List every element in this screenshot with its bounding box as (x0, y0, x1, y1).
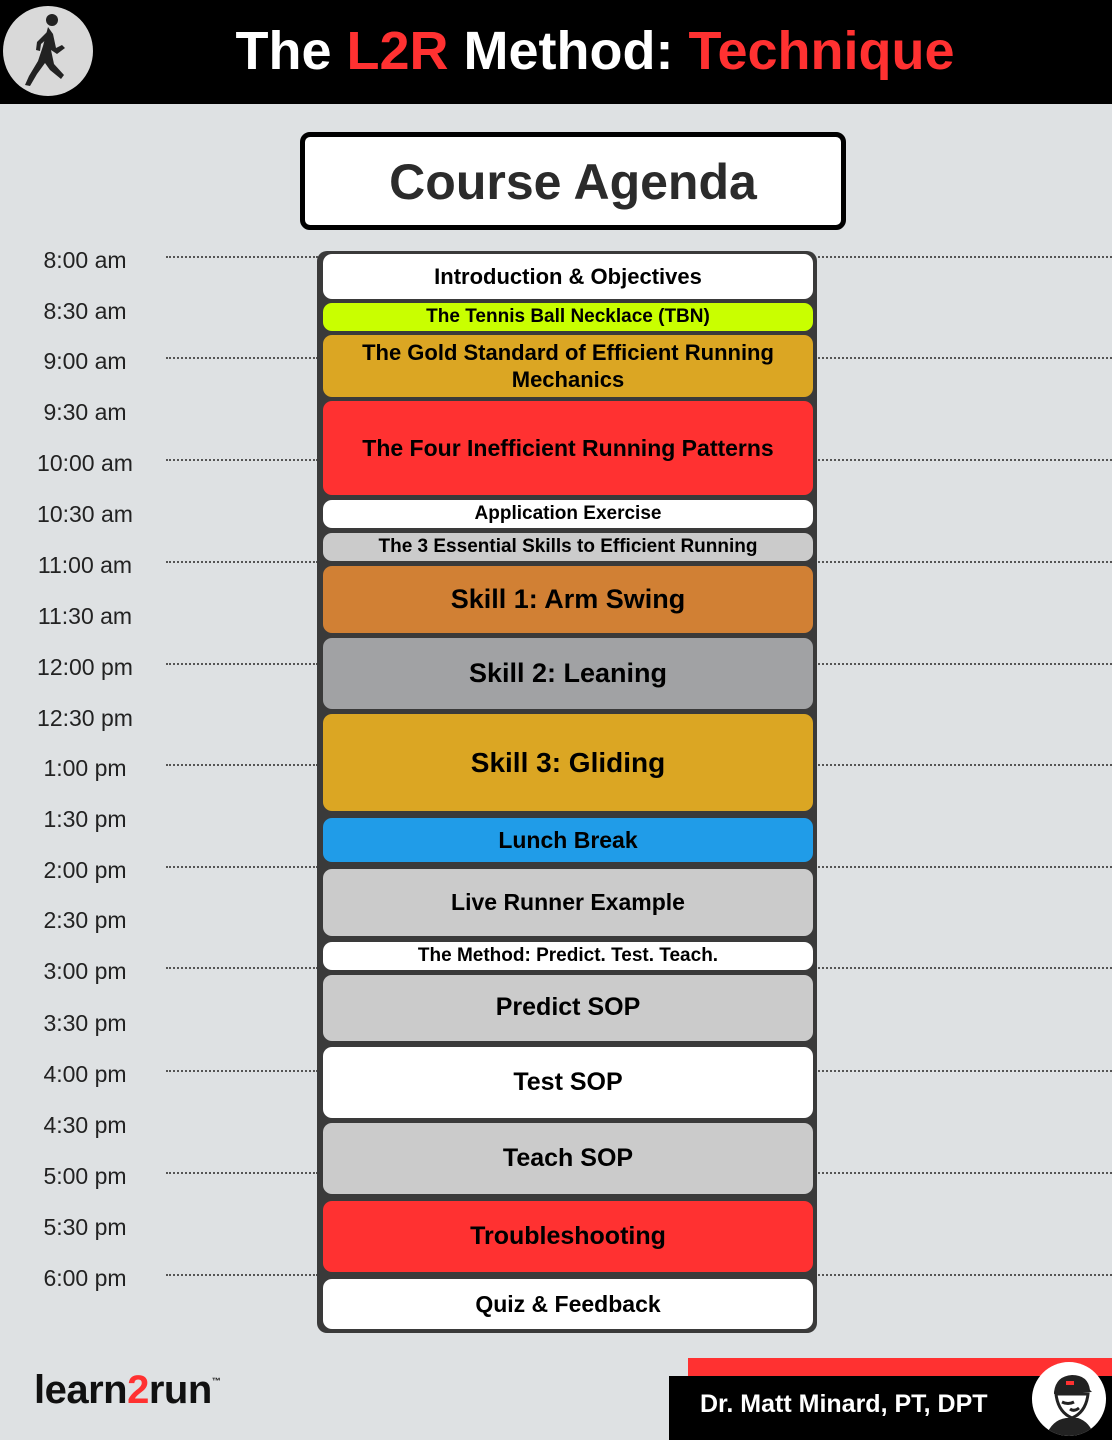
agenda-block (323, 335, 813, 397)
agenda-block (323, 1123, 813, 1194)
time-gridline-right (818, 764, 1112, 766)
time-label: 3:30 pm (43, 1010, 127, 1036)
agenda-block (323, 942, 813, 970)
agenda-block-label: Introduction & Objectives (434, 263, 702, 289)
agenda-block (323, 975, 813, 1041)
agenda-block-label: Application Exercise (474, 503, 662, 525)
agenda-block-label: The 3 Essential Skills to Efficient Running (378, 536, 758, 558)
agenda-block (323, 401, 813, 495)
time-label: 1:30 pm (43, 806, 127, 832)
time-label: 5:00 pm (43, 1163, 127, 1189)
agenda-block-label: Teach SOP (502, 1143, 634, 1172)
time-label: 5:30 pm (43, 1214, 127, 1240)
agenda-block-label: The Gold Standard of Efficient Running Mechanics (362, 339, 774, 392)
time-gridline-right (818, 866, 1112, 868)
agenda-block-label: Predict SOP (495, 993, 641, 1022)
time-label: 4:30 pm (43, 1112, 127, 1138)
time-gridline-right (818, 561, 1112, 563)
author-name: Dr. Matt Minard, PT, DPT (700, 1390, 988, 1418)
time-gridline-right (818, 1274, 1112, 1276)
time-gridline-right (818, 663, 1112, 665)
time-label: 2:30 pm (43, 907, 127, 933)
time-gridline-left (166, 1070, 318, 1072)
time-label: 3:00 pm (43, 958, 127, 984)
time-gridline-left (166, 459, 318, 461)
agenda-block (323, 566, 813, 633)
time-gridline-left (166, 1274, 318, 1276)
agenda-block-label: The Method: Predict. Test. Teach. (417, 945, 719, 967)
time-label: 1:00 pm (43, 755, 127, 781)
agenda-block (323, 869, 813, 936)
time-gridline-right (818, 459, 1112, 461)
agenda-block-label: Skill 3: Gliding (470, 747, 666, 778)
agenda-block (323, 533, 813, 561)
agenda-block-label: The Tennis Ball Necklace (TBN) (426, 306, 710, 328)
agenda-title: Course Agenda (389, 154, 757, 210)
brand-logo: learn2run™ (34, 1368, 221, 1412)
runner-icon (3, 6, 93, 96)
time-gridline-left (166, 663, 318, 665)
time-label: 8:00 am (43, 247, 127, 273)
page-header (0, 0, 1112, 104)
agenda-block (323, 303, 813, 331)
time-label: 11:00 am (37, 552, 133, 578)
agenda-block (323, 638, 813, 709)
time-label: 4:00 pm (43, 1061, 127, 1087)
agenda-block-label: Lunch Break (498, 826, 638, 853)
time-gridline-left (166, 764, 318, 766)
agenda-block-label: Test SOP (513, 1067, 623, 1096)
time-label: 11:30 am (37, 603, 133, 629)
time-gridline-left (166, 561, 318, 563)
agenda-block-label: Skill 1: Arm Swing (450, 583, 686, 614)
time-label: 2:00 pm (43, 857, 127, 883)
time-gridline-left (166, 357, 318, 359)
author-portrait-icon (1032, 1362, 1106, 1436)
agenda-block-label: The Four Inefficient Running Patterns (362, 434, 774, 461)
agenda-block (323, 1201, 813, 1272)
agenda-block-label: Skill 2: Leaning (468, 657, 668, 688)
time-label: 12:00 pm (37, 654, 133, 680)
time-label: 9:00 am (43, 348, 127, 374)
time-gridline-left (166, 967, 318, 969)
time-gridline-left (166, 866, 318, 868)
time-label: 12:30 pm (37, 705, 133, 731)
time-label: 8:30 am (43, 298, 127, 324)
agenda-block (323, 714, 813, 811)
time-gridline-right (818, 1070, 1112, 1072)
time-gridline-right (818, 357, 1112, 359)
time-label: 10:00 am (37, 450, 133, 476)
agenda-block (323, 254, 813, 299)
time-gridline-right (818, 967, 1112, 969)
time-gridline-right (818, 256, 1112, 258)
agenda-block-label: Troubleshooting (470, 1221, 666, 1250)
agenda-block (323, 1047, 813, 1118)
agenda-title-box (300, 132, 846, 230)
time-gridline-left (166, 1172, 318, 1174)
time-label: 6:00 pm (43, 1265, 127, 1291)
time-label: 9:30 am (43, 399, 127, 425)
agenda-block-label: Live Runner Example (451, 889, 685, 916)
time-gridline-right (818, 1172, 1112, 1174)
agenda-block (323, 1279, 813, 1329)
agenda-block (323, 818, 813, 862)
time-gridline-left (166, 256, 318, 258)
time-label: 10:30 am (37, 501, 133, 527)
agenda-block (323, 500, 813, 528)
agenda-block-label: Quiz & Feedback (475, 1290, 661, 1317)
page-title: The L2R Method: Technique (235, 21, 955, 81)
